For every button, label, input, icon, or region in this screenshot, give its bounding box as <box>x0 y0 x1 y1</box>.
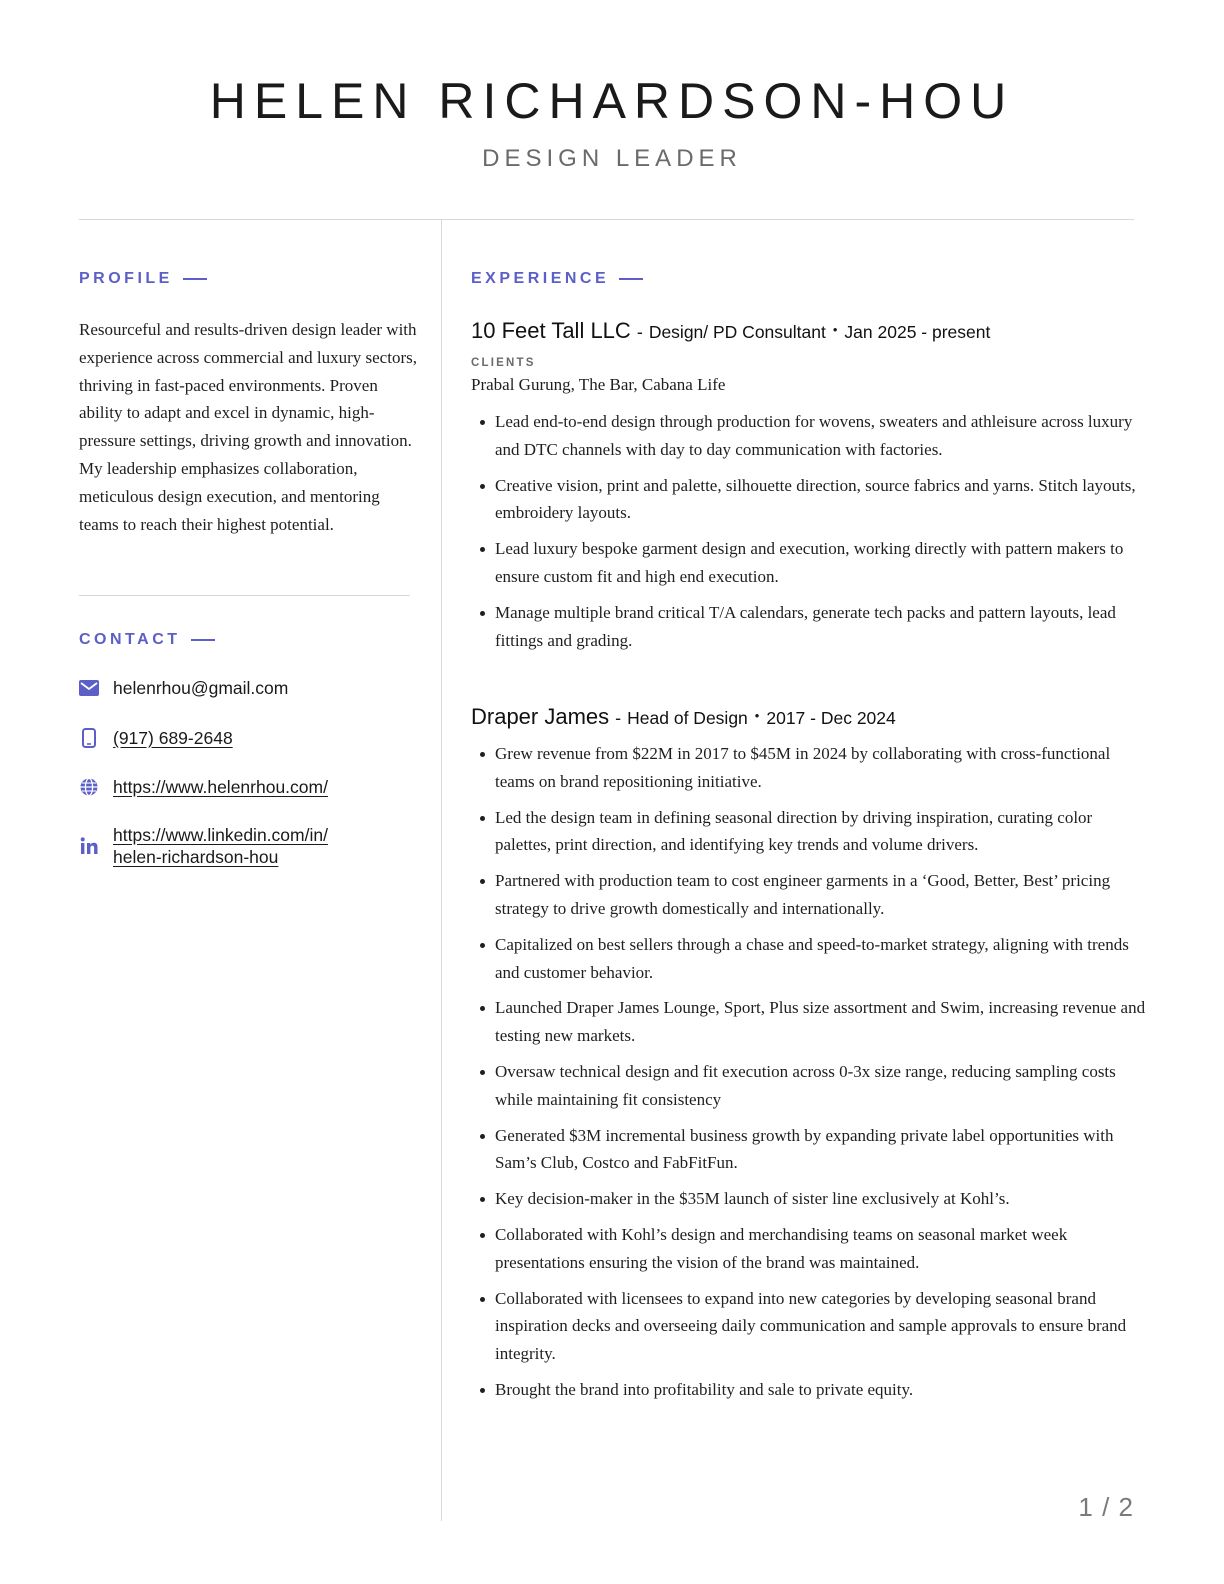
list-item: Lead end-to-end design through production for wovens, sweaters and athleisure across luxury and DTC channels with day to day communication with factories. <box>471 408 1151 464</box>
profile-heading-label: PROFILE <box>79 270 173 287</box>
candidate-role: DESIGN LEADER <box>482 145 742 172</box>
job-bullets-1 <box>471 408 1151 662</box>
list-item: Partnered with production team to cost engineer garments in a ‘Good, Better, Best’ pricing strategy to drive growth domestically and internationally. <box>471 867 1151 923</box>
header-divider <box>79 219 1134 220</box>
linkedin-link[interactable] <box>113 824 328 868</box>
contact-heading <box>79 631 215 649</box>
profile-heading <box>79 270 207 288</box>
list-item: Manage multiple brand critical T/A calendars, generate tech packs and pattern layouts, lead fittings and grading. <box>471 599 1151 655</box>
list-item: Key decision-maker in the $35M launch of sister line exclusively at Kohl’s. <box>471 1185 1151 1213</box>
job-role: Design/ PD Consultant <box>648 322 826 342</box>
profile-summary: Resourceful and results-driven design leader with experience across commercial and luxury sectors, thriving in fast-paced environments. Proven ability to adapt and excel in dynamic, high-pressure settings, driving growth and innovation. My leadership emphasizes collaboration, meticulous design execution, and mentoring teams to reach their highest potential. <box>79 320 417 534</box>
page-number: 1 / 2 <box>1078 1492 1134 1522</box>
mail-icon <box>79 677 99 699</box>
globe-icon <box>79 776 99 798</box>
heading-dash <box>191 639 215 641</box>
contact-phone[interactable] <box>79 727 233 749</box>
linkedin-link-line1[interactable]: https://www.linkedin.com/in/ <box>113 825 328 845</box>
contact-heading-label: CONTACT <box>79 631 181 648</box>
clients-list: Prabal Gurung, The Bar, Cabana Life <box>471 375 726 394</box>
heading-dash <box>619 278 643 280</box>
list-item: Oversaw technical design and fit execution across 0-3x size range, reducing sampling costs while maintaining fit consistency <box>471 1058 1151 1114</box>
list-item: Brought the brand into profitability and sale to private equity. <box>471 1376 1151 1404</box>
list-item: Collaborated with Kohl’s design and merchandising teams on seasonal market week presentations ensuring the vision of the brand was maintained. <box>471 1221 1151 1277</box>
phone-link[interactable]: (917) 689-2648 <box>113 728 233 748</box>
contact-website[interactable] <box>79 776 328 798</box>
job-company: Draper James <box>471 704 610 729</box>
job-separator: - <box>636 322 643 342</box>
middot-separator: • <box>832 322 838 337</box>
website-link[interactable]: https://www.helenrhou.com/ <box>113 777 328 797</box>
job-dates: Jan 2025 - present <box>844 322 991 342</box>
list-item: Capitalized on best sellers through a chase and speed-to-market strategy, aligning with trends and customer behavior. <box>471 931 1151 987</box>
experience-heading <box>471 270 643 288</box>
list-item: Lead luxury bespoke garment design and execution, working directly with pattern makers to ensure custom fit and high end execution. <box>471 535 1151 591</box>
list-item: Grew revenue from $22M in 2017 to $45M in 2024 by collaborating with cross-functional teams on brand repositioning initiative. <box>471 740 1151 796</box>
list-item: Collaborated with licensees to expand into new categories by developing seasonal brand inspiration decks and overseeing daily communication and sample approvals to ensure brand integrity. <box>471 1285 1151 1368</box>
linkedin-link-line2[interactable]: helen-richardson-hou <box>113 847 279 867</box>
list-item: Launched Draper James Lounge, Sport, Plus size assortment and Swim, increasing revenue and testing new markets. <box>471 994 1151 1050</box>
list-item: Generated $3M incremental business growth by expanding private label opportunities with Sam’s Club, Costco and FabFitFun. <box>471 1122 1151 1178</box>
list-item: Creative vision, print and palette, silhouette direction, source fabrics and yarns. Stitch layouts, embroidery layouts. <box>471 472 1151 528</box>
middot-separator: • <box>754 708 760 723</box>
phone-icon <box>79 727 99 749</box>
clients-label: CLIENTS <box>471 357 536 369</box>
job-header-2 <box>471 704 896 730</box>
job-company: 10 Feet Tall LLC <box>471 318 631 343</box>
contact-email[interactable] <box>79 677 288 699</box>
linkedin-icon <box>79 824 99 868</box>
list-item: Led the design team in defining seasonal direction by driving inspiration, curating color palettes, print direction, and identifying key trends and volume drivers. <box>471 804 1151 860</box>
job-separator: - <box>615 708 622 728</box>
contact-linkedin[interactable] <box>79 824 328 868</box>
email-text[interactable]: helenrhou@gmail.com <box>113 678 289 698</box>
heading-dash <box>183 278 207 280</box>
profile-divider <box>79 595 410 596</box>
candidate-name: HELEN RICHARDSON-HOU <box>209 73 1015 129</box>
job-role: Head of Design <box>627 708 748 728</box>
job-header-1 <box>471 318 990 344</box>
experience-heading-label: EXPERIENCE <box>471 270 610 287</box>
job-dates: 2017 - Dec 2024 <box>766 708 896 728</box>
job-bullets-2 <box>471 740 1151 1412</box>
column-divider <box>441 219 442 1521</box>
